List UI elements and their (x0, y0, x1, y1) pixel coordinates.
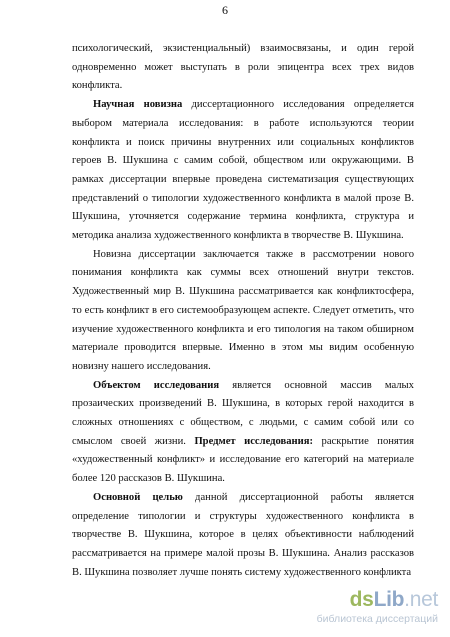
heading-scientific-novelty: Научная новизна (93, 99, 183, 111)
paragraph-scientific-novelty (72, 96, 414, 246)
paragraph-2-text: диссертационного исследования определяется выбором материала исследования: в работе используются теории конфликта и поиск причины внутренних или социальных конфликтов героев В. Шукшина с самим собой, обществом или окружающими. В рамках диссертации впервые проведена систематизация существующих представлений о типологии художественного конфликта в малой прозе В. Шукшина, уточняется содержание термина конфликта, структура и методика анализа художественного конфликта в творчестве В. Шукшина. (72, 99, 414, 242)
paragraph-5-text: данной диссертационной работы является определение типологии и структуры художественного конфликта в творчестве В. Шукшина, которое в целях объективности наблюдений рассматривается на примере малой прозы В. Шукшина. Анализ рассказов В. Шукшина позволяет лучше понять систему художественного конфликта (72, 491, 414, 578)
dslib-logo (350, 588, 438, 612)
logo-lib: Lib (373, 588, 405, 611)
paragraph-1 (72, 40, 414, 96)
paragraph-novelty (72, 246, 414, 377)
heading-subject: Предмет исследования: (194, 435, 314, 447)
watermark (300, 588, 440, 634)
heading-goal: Основной целью (93, 491, 183, 503)
heading-object: Объектом исследования (93, 379, 220, 391)
document-body (72, 40, 414, 582)
paragraph-goal (72, 489, 414, 583)
paragraph-3-text: Новизна диссертации заключается также в рассмотрении нового понимания конфликта как суммы всех отношений внутри текстов. Художественный мир В. Шукшина рассматривается как конфликтосфера, то есть конфликт в его системообразующем аспекте. Следует отметить, что изучение художественного конфликта и его типология на таком обширном материале проводится впервые. Именно в этом мы видим особенную новизну нашего исследования. (72, 248, 414, 372)
watermark-subtitle: библиотека диссертаций (316, 613, 438, 625)
page-number: 6 (222, 3, 228, 17)
paragraph-4-text: является основной массив малых прозаических произведений В. Шукшина, в которых герой находится в сложных отношениях с обществом, с людьми, с самим собой или со смыслом своей жизни. (72, 379, 414, 447)
paragraph-1-text: психологический, экзистенциальный) взаимосвязаны, и один герой одновременно может выступать в роли эпицентра всех трех видов конфликта. (72, 43, 414, 92)
paragraph-4-text-2: раскрытие понятия «художественный конфликт» и исследование его категорий на материале более 120 рассказов В. Шукшина. (72, 435, 414, 485)
logo-net: .net (404, 588, 438, 611)
logo-ds: ds (349, 588, 374, 611)
paragraph-object (72, 377, 414, 489)
